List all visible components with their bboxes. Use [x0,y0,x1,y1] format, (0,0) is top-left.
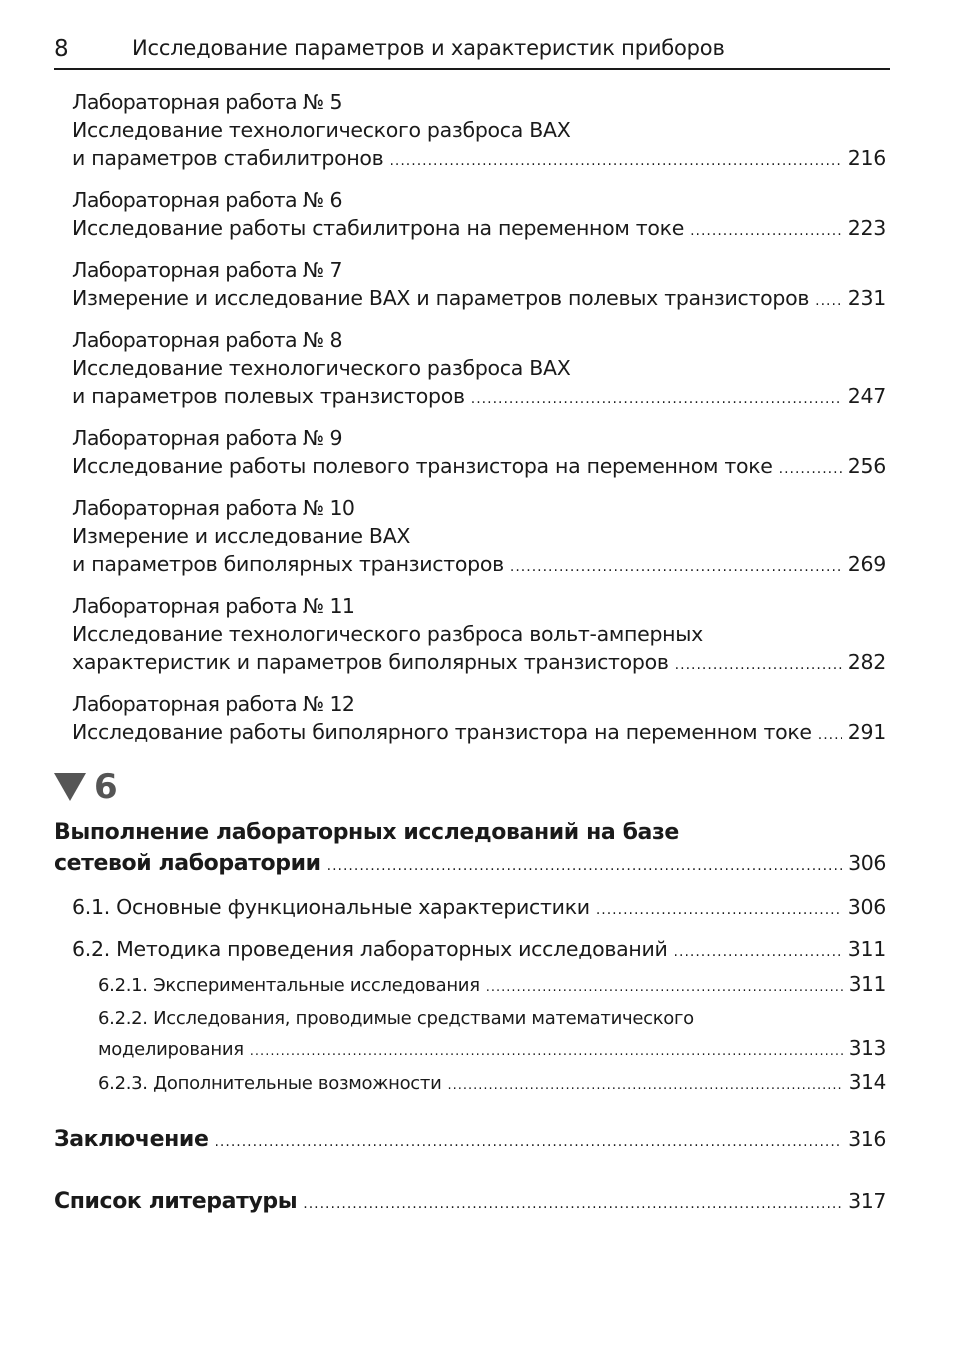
triangle-down-icon [54,773,86,801]
section-6-2-entry[interactable]: 6.2. Методика проведения лабораторных исследований ..... 311 [72,937,886,961]
chapter-6-entry[interactable]: сетевой лаборатории ..... 306 [54,851,886,876]
lab-11-label: Лабораторная работа № 11 [72,594,355,618]
lab-5-entry[interactable]: и параметров стабилитронов ..... 216 [72,146,886,170]
lab-6-label: Лабораторная работа № 6 [72,188,342,212]
lab-11-entry[interactable]: характеристик и параметров биполярных транзисторов ..... 282 [72,650,886,674]
chapter-title-line: Выполнение лабораторных исследований на базе [54,820,679,845]
lab-9-label: Лабораторная работа № 9 [72,426,342,450]
lab-11-title-line: Исследование технологического разброса вольт-амперных [72,622,703,646]
running-title: Исследование параметров и характеристик приборов [132,36,725,60]
section-6-2-3-entry[interactable]: 6.2.3. Дополнительные возможности ..... 314 [98,1070,886,1094]
lab-5-title-line: Исследование технологического разброса ВАХ [72,118,571,142]
lab-8-title-line: Исследование технологического разброса ВАХ [72,356,571,380]
lab-5-label: Лабораторная работа № 5 [72,90,342,114]
section-6-1-entry[interactable]: 6.1. Основные функциональные характеристики ..... 306 [72,895,886,919]
lab-10-title-line: Измерение и исследование ВАХ [72,524,411,548]
lab-10-label: Лабораторная работа № 10 [72,496,355,520]
chapter-marker [54,767,118,807]
lab-8-label: Лабораторная работа № 8 [72,328,342,352]
lab-6-entry[interactable]: Исследование работы стабилитрона на переменном токе ..... 223 [72,216,886,240]
section-6-2-1-entry[interactable]: 6.2.1. Экспериментальные исследования ..... 311 [98,972,886,996]
lab-12-label: Лабораторная работа № 12 [72,692,355,716]
page-number: 8 [54,36,69,62]
lab-10-entry[interactable]: и параметров биполярных транзисторов ..... 269 [72,552,886,576]
running-header [54,30,890,70]
lab-9-entry[interactable]: Исследование работы полевого транзистора на переменном токе ..... 256 [72,454,886,478]
lab-8-entry[interactable]: и параметров полевых транзисторов ..... 247 [72,384,886,408]
lab-7-label: Лабораторная работа № 7 [72,258,342,282]
section-6-2-2-entry[interactable]: моделирования ..... 313 [98,1036,886,1060]
chapter-number: 6 [94,767,118,807]
lab-12-entry[interactable]: Исследование работы биполярного транзистора на переменном токе ..... 291 [72,720,886,744]
conclusion-entry[interactable]: Заключение ..... 316 [54,1127,886,1152]
lab-7-entry[interactable]: Измерение и исследование ВАХ и параметров полевых транзисторов ..... 231 [72,286,886,310]
references-entry[interactable]: Список литературы ..... 317 [54,1189,886,1214]
section-6-2-2-title-line: 6.2.2. Исследования, проводимые средствами математического [98,1008,694,1029]
